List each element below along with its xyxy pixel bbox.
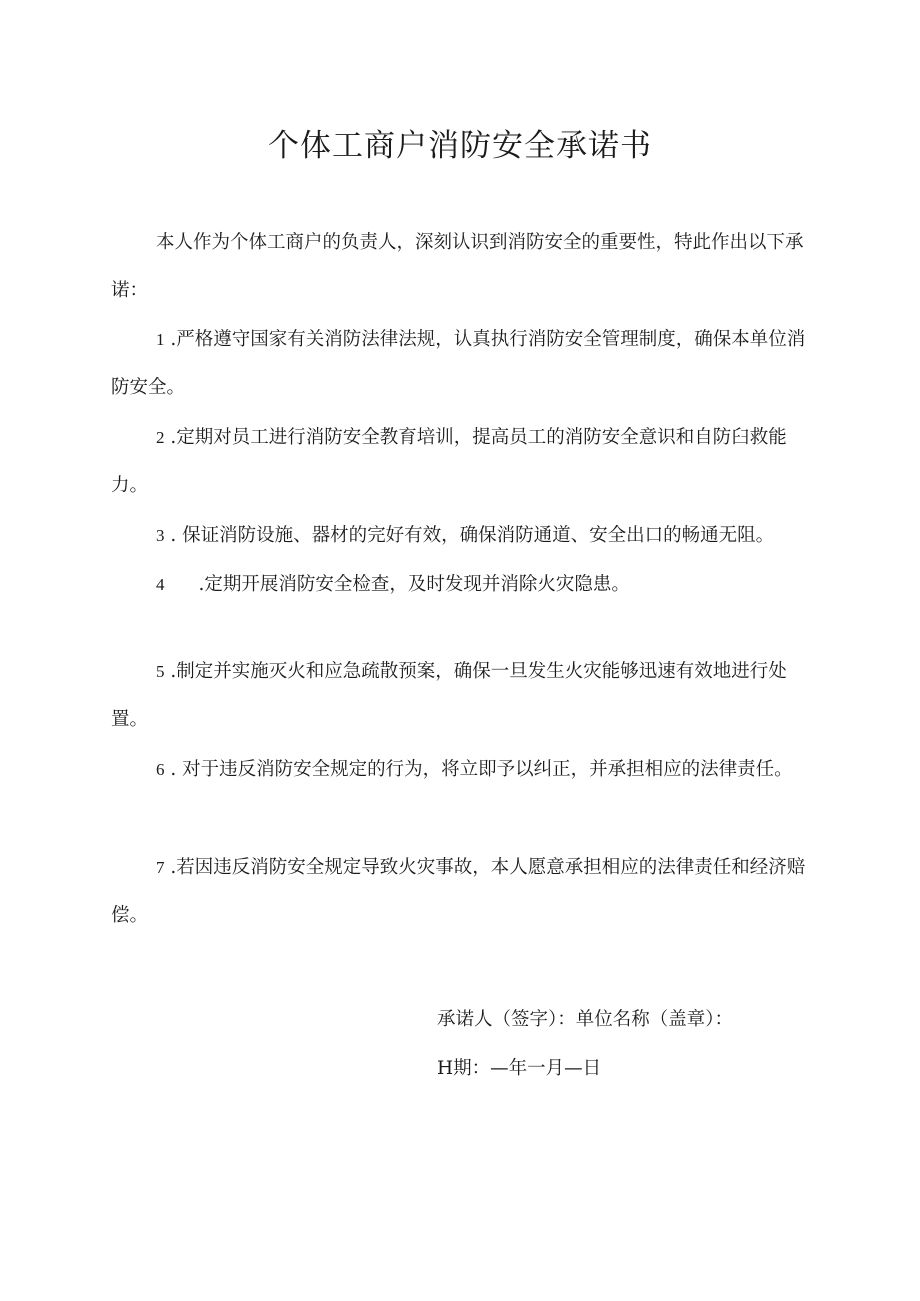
item-number: 3: [156, 526, 165, 545]
date-line: H期：—年一月—日: [437, 1058, 602, 1079]
item-number: 6: [156, 760, 165, 779]
commitment-item-3: [111, 512, 831, 560]
intro-paragraph: [111, 219, 811, 315]
item-number: 7: [156, 858, 165, 877]
commitment-item-4: [111, 561, 811, 609]
document-title: 个体工商户消防安全承诺书: [268, 128, 652, 164]
signature-line: 承诺人（签字）：单位名称（盖章）：: [437, 1009, 734, 1030]
commitment-item-1: [111, 316, 811, 412]
intro-text: 本人作为个体工商户的负责人，深刻认识到消防安全的重要性，特此作出以下承诺：: [111, 232, 804, 301]
item-number: 5: [156, 662, 165, 681]
item-text: .定期对员工进行消防安全教育培训，提高员工的消防安全意识和自防臼救能力。: [111, 427, 787, 496]
item-number: 4: [156, 575, 165, 594]
item-text: . 对于违反消防安全规定的行为，将立即予以纠正，并承担相应的法律责任。: [170, 759, 793, 780]
item-text: .制定并实施灭火和应急疏散预案，确保一旦发生火灾能够迅速有效地进行处置。: [111, 661, 787, 730]
item-text: .若因违反消防安全规定导致火灾事故，本人愿意承担相应的法律责任和经济赔偿。: [111, 857, 806, 926]
commitment-item-7: [111, 844, 811, 940]
item-number: 2: [156, 428, 165, 447]
commitment-item-6: [111, 746, 811, 794]
commitment-item-2: [111, 414, 811, 510]
item-text: . 保证消防设施、器材的完好有效，确保消防通道、安全出口的畅通无阻。: [170, 525, 775, 546]
item-text: .严格遵守国家有关消防法律法规，认真执行消防安全管理制度，确保本单位消防安全。: [111, 329, 806, 398]
item-number: 1: [156, 330, 165, 349]
item-text: .定期开展消防安全检查，及时发现并消除火灾隐患。: [198, 574, 630, 595]
commitment-item-5: [111, 648, 811, 744]
